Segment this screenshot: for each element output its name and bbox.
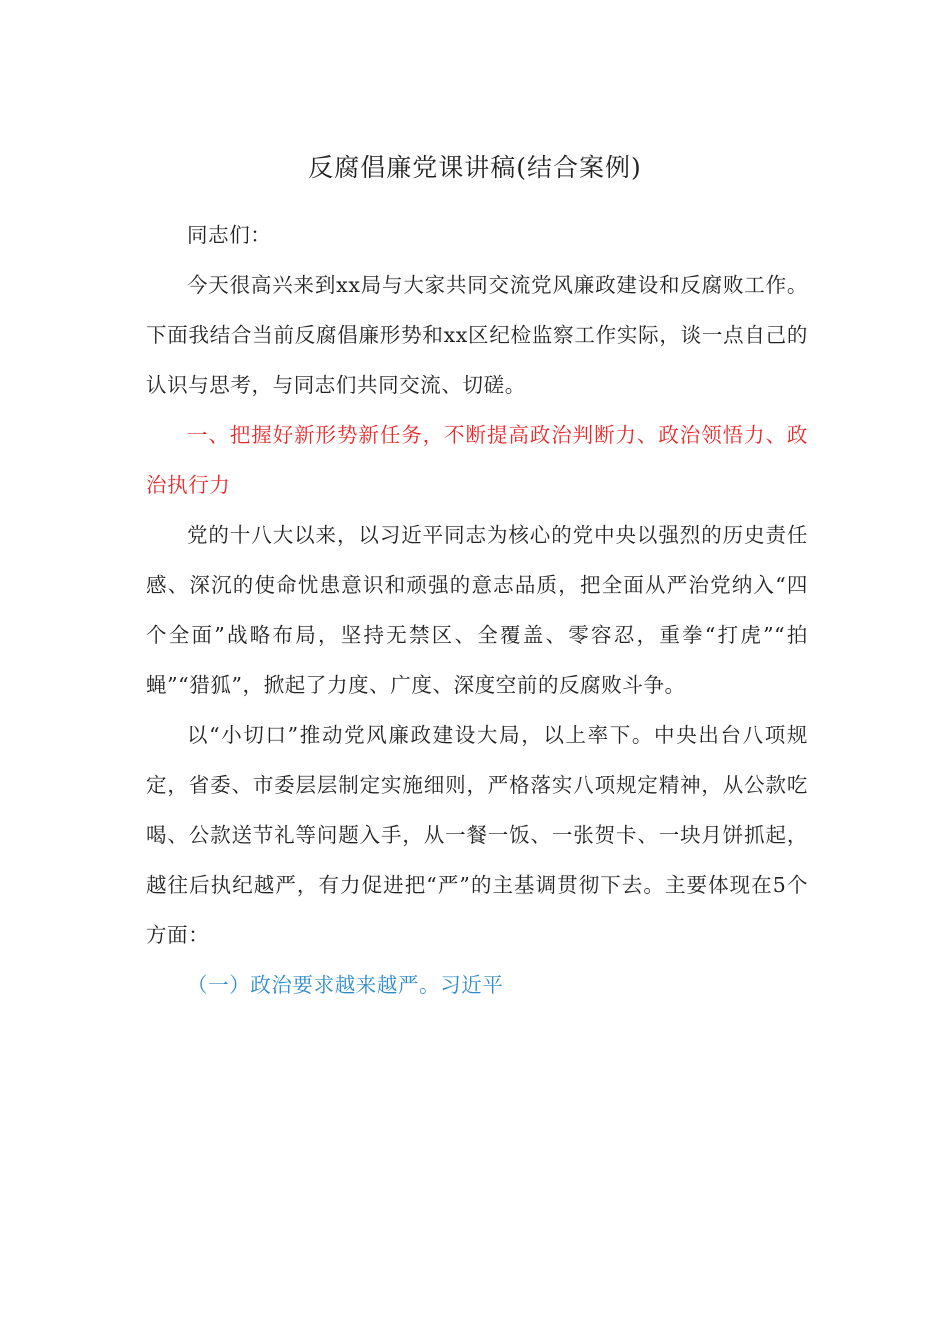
body-paragraph-2: 以“小切口”推动党风廉政建设大局，以上率下。中央出台八项规定，省委、市委层层制定实施细则，严格落实八项规定精神，从公款吃喝、公款送节礼等问题入手，从一餐一饭、一张贺卡、一块月饼抓起，越往后执纪越严，有力促进把“严”的主基调贯彻下去。主要体现在5个方面： — [146, 723, 808, 947]
document-body — [146, 210, 808, 1010]
section-heading-1: 一、把握好新形势新任务，不断提高政治判断力、政治领悟力、政治执行力 — [146, 423, 808, 497]
subsection-heading-1: （一）政治要求越来越严。习近平 — [187, 973, 504, 997]
body-paragraph-1: 党的十八大以来，以习近平同志为核心的党中央以强烈的历史责任感、深沉的使命忧患意识和顽强的意志品质，把全面从严治党纳入“四个全面”战略布局，坚持无禁区、全覆盖、零容忍，重拳“打虎”“拍蝇”“猎狐”，掀起了力度、广度、深度空前的反腐败斗争。 — [146, 523, 808, 697]
document-title: 反腐倡廉党课讲稿(结合案例) — [308, 153, 642, 182]
intro-paragraph: 今天很高兴来到xx局与大家共同交流党风廉政建设和反腐败工作。下面我结合当前反腐倡廉形势和xx区纪检监察工作实际，谈一点自己的认识与思考，与同志们共同交流、切磋。 — [146, 273, 808, 397]
greeting-paragraph: 同志们： — [187, 223, 272, 247]
